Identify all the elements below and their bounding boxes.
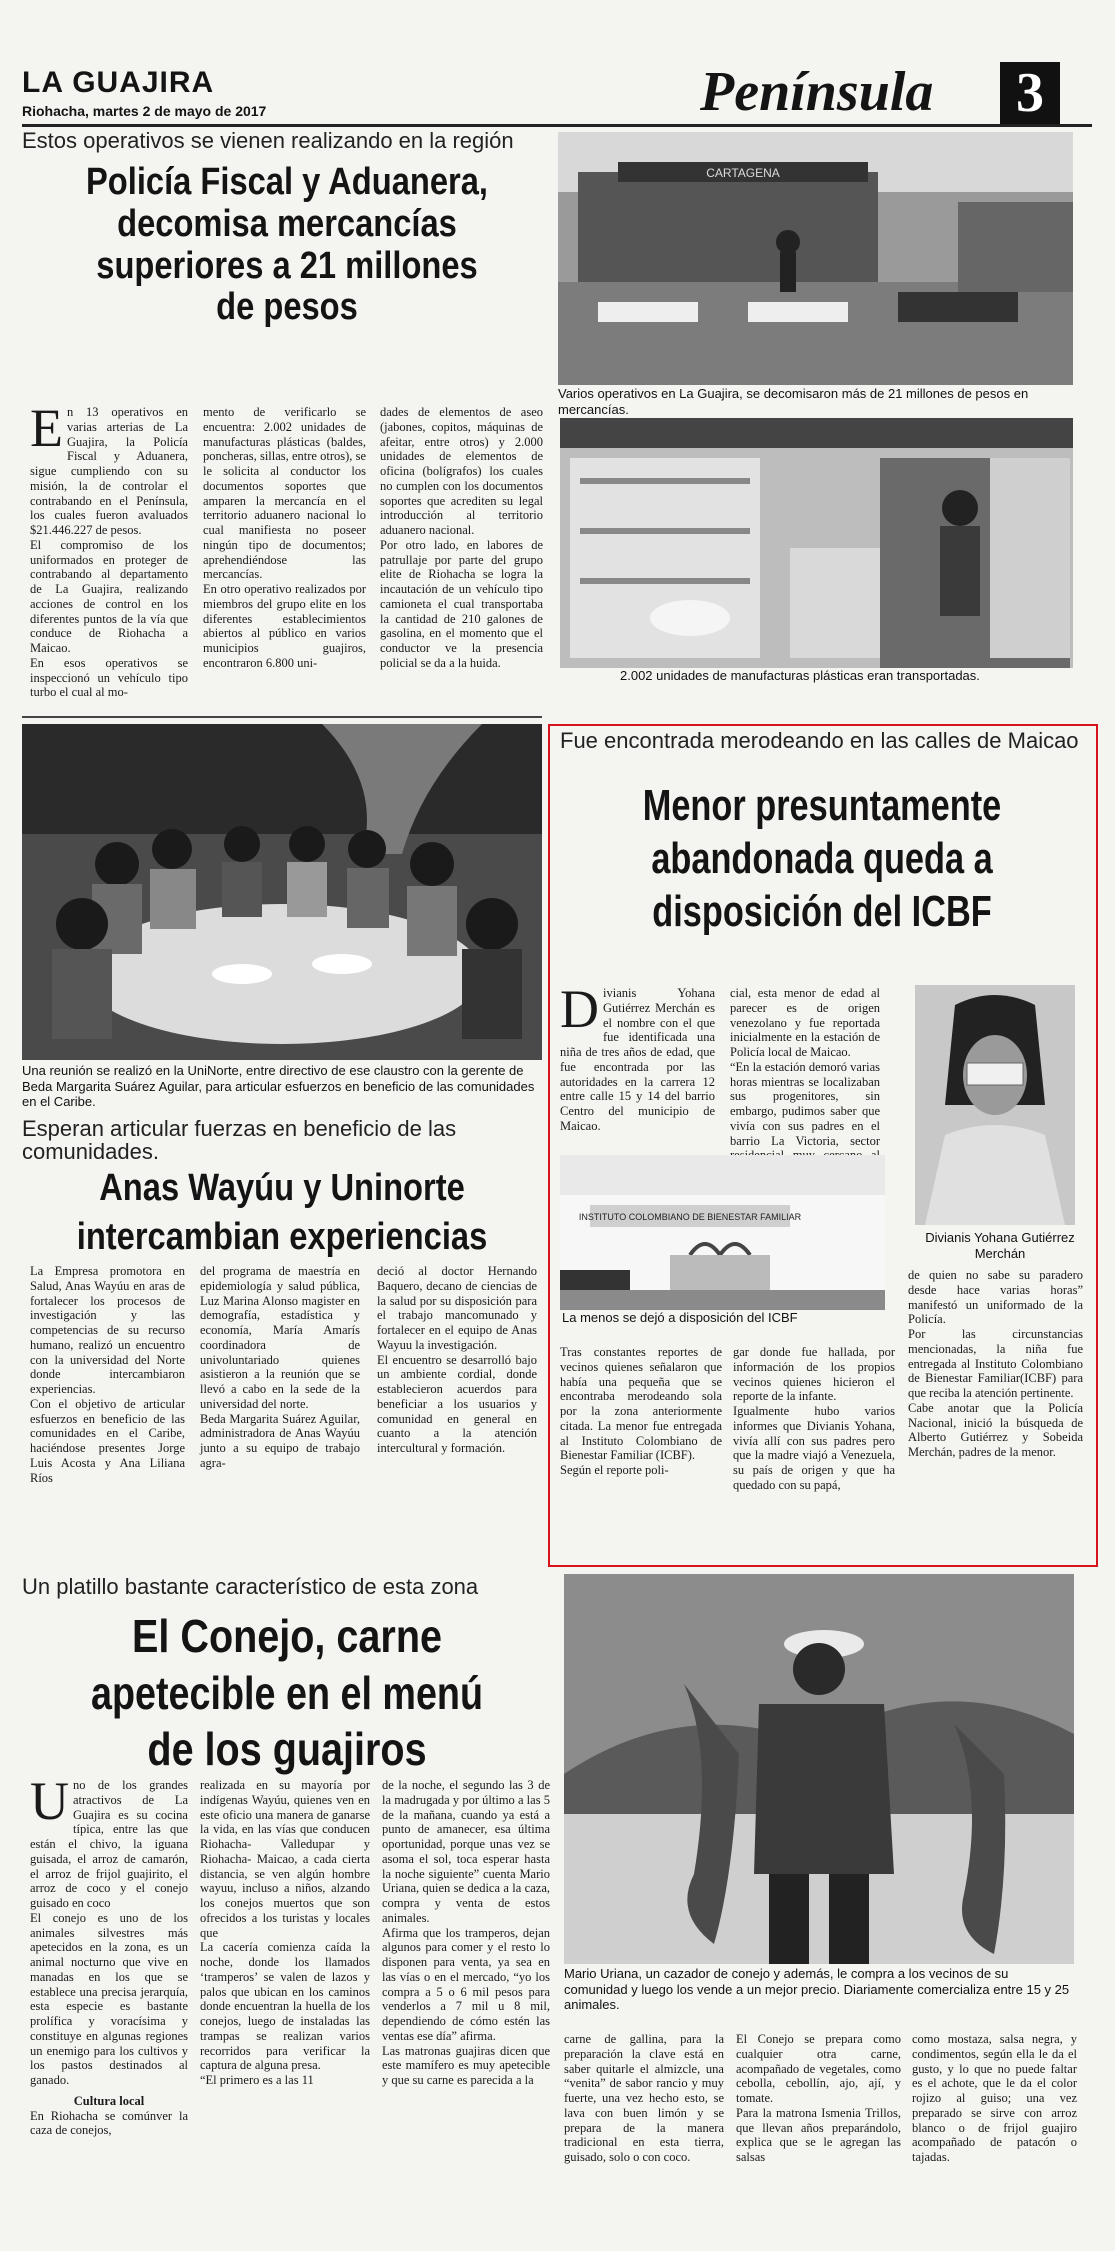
article4-title-line: de los guajiros (147, 1723, 427, 1776)
rabbit-hunter-photo (564, 1574, 1074, 1964)
article4-col1 (30, 1771, 188, 2238)
article2-title-line: intercambian experiencias (76, 1216, 488, 1259)
section-title: Península (700, 61, 934, 123)
checkpoint-sign: CARTAGENA (706, 166, 780, 180)
article1-col3: dades de elementos de aseo (jabones, copitos, máquinas de afeitar, entre otros) y 2.000 unidades de elementos de oficina (bolígrafos) los cuales no cumplen con los documentos soportes que acrediten su legal introducción al territorio aduanero nacional. Por otro lado, en labores de patrullaje por parte del grupo elite de Riohacha se logra la incautación de un vehículo tipo camioneta el cual transportaba la cantidad de 210 galones de gasolina, en el momento que el conductor ve la presencia policial se da a la huida. (380, 405, 543, 670)
article1-kicker: Estos operativos se vienen realizando en la región (22, 128, 514, 153)
icbf-building-caption: La menos se dejó a disposición del ICBF (562, 1310, 798, 1325)
article1-col1 (30, 398, 188, 715)
article4-subhead: Cultura local (73, 2093, 145, 2108)
article4-kicker: Un platillo bastante característico de esta zona (22, 1574, 479, 1599)
article2-col1: La Empresa promotora en Salud, Anas Wayúu en aras de fortalecer los procesos de investigación y las competencias de su recurso humano, realizó un encuentro con la universidad del Norte donde intercambiaron experiencias. Con el objetivo de articular esfuerzos en beneficio de las comunidades en el Caribe, haciéndose presentes Jorge Luis Acosta y Ana Liliana Ríos (30, 1264, 185, 1485)
girl-caption-line: Merchán (974, 1245, 1026, 1261)
rabbit-hunter-caption: Mario Uriana, un cazador de conejo y además, le compra a los vecinos de su comunidad y luego los vende a un mejor precio. Diariamente comercializa entre 15 y 25 animales. (564, 1966, 1070, 2013)
article2-kicker: Esperan articular fuerzas en beneficio de las comunidades. (22, 1116, 457, 1165)
meeting-photo-caption: Una reunión se realizó en la UniNorte, entre directivo de ese claustro con la gerente de Beda Margarita Suárez Aguilar, para articular esfuerzos en beneficio de las comunidades en el Caribe. (22, 1063, 535, 1110)
plastics-photo (560, 418, 1073, 668)
paper-masthead: LA GUAJIRA (22, 66, 215, 99)
article3-headline (552, 780, 1092, 938)
article4-headline (22, 1608, 552, 1778)
article1-dropcap: E (30, 398, 63, 458)
article3-col3: de quien no sabe su paradero desde hace varias horas” manifestó un uniformado de la Policía. Por las circunstancias mencionadas, la niña fue entregada al Instituto Colombiano de Bienestar Familiar(ICBF) para que reciba la atención pertinente. Cabe anotar que la Policía Nacional, inició la búsqueda de Alberto Gutiérrez y Sobeida Merchán, padres de la menor. (908, 1268, 1083, 1459)
plastics-photo-caption: 2.002 unidades de manufacturas plásticas eran transportadas. (620, 668, 980, 683)
girl-photo (915, 985, 1075, 1225)
divider (22, 716, 542, 718)
page-number: 3 (1000, 62, 1060, 124)
article4-col3: de la noche, el segundo las 3 de la madrugada y por último a las 5 de la mañana, cuando ya está a punto de amanecer, esa última oportunidad, porque unas vez se asoma el sol, toca esperar hasta la noche siguiente” cuenta Mario Uriana, quien se dedica a la caza, compra y venta de estos animales. Afirma que los tramperos, dejan algunos para comer y el resto lo disponen para venta, ya sea en las vías o en el mercado, “yo los compra a 5 o 6 mil pesos para venderlos a 7 mil u 8 mil, dependiendo de cómo estén las ventas ese día” afirma. Las matronas guajiras dicen que este mamífero es muy apetecible y que su carne es parecida a la (382, 1778, 550, 2087)
article4-col1b: En Riohacha se comúnver la caza de conejos, (30, 2108, 188, 2138)
article1-title-line: Policía Fiscal y Aduanera, (85, 161, 488, 203)
article4-col2: realizada en su mayoría por indígenas Wayúu, quienes ven en este oficio una manera de ganarse la vida, en las vías que conducen Riohacha- Valledupar y Riohacha- Maicao, a cada cierta distancia, se ven algún hombre wayuu, incluso a niños, alzando los conejos muertos que son ofrecidos a los turistas y locales que La cacería comienza caída la noche, donde los llamados ‘tramperos’ se valen de lazos y palos que ubican en los caminos donde encuentran la huella de los conejos, luego de instaladas las trampas se realizan varios recorridos para verificar la captura de alguna presa. “El primero es a las 11 (200, 1778, 370, 2087)
article3-kicker: Fue encontrada merodeando en las calles de Maicao (560, 728, 1079, 753)
article3-title-line: abandonada queda a (651, 833, 993, 883)
article1-title-line: de pesos (216, 286, 358, 329)
article1-title-line: decomisa mercancías (117, 202, 457, 245)
article1-headline (22, 162, 552, 329)
checkpoint-photo-caption: Varios operativos en La Guajira, se decomisaron más de 21 millones de pesos en mercancías. (558, 386, 1029, 417)
article1-col2: mento de verificarlo se encuentra: 2.002 unidades de manufacturas plásticas (baldes, poncheras, sillas, entre otros), se le solicita al conductor los documentos soportes que amparen la mercancía en el territorio aduanero nacional lo cual manifiesta no poseer ningún tipo de documentos; aprehendiéndose las mercancías. En otro operativo realizados por miembros del grupo elite en los diferentes establecimientos abiertos al público en varios municipios guajiros, encontraron 6.800 uni- (203, 405, 366, 670)
article3-col1b: Tras constantes reportes de vecinos quienes señalaron que había una pequeña que se encontraba merodeando sola por la zona anteriormente citada. La menor fue entregada al Instituto Colombiano de Bienestar Familiar (ICBF). Según el reporte poli- (560, 1345, 722, 1477)
article3-dropcap: D (560, 979, 599, 1039)
article2-headline (22, 1164, 542, 1263)
meeting-photo (22, 724, 542, 1060)
article3-title-line: Menor presuntamente (642, 781, 1002, 830)
article1-col1-text: n 13 operativos en varias arterias de La Guajira, la Policía Fiscal y Aduanera, sigue cumpliendo con su misión, la de controlar el contrabando en el Península, los cuales fueron avaluados $21.446.227 de pesos. El compromiso de los uniformados en proteger de contrabando al departamento de La Guajira, realizando acciones de control en los diferentes puntos de la vía que conduce de Riohacha a Maicao. En esos operativos se inspeccionó un vehículo tipo turbo el cual al mo- (30, 405, 188, 700)
article1-title-line: superiores a 21 millones (96, 244, 478, 287)
article2-col3: deció al doctor Hernando Baquero, decano de ciencias de la salud por su disposición para el trabajo mancomunado y fortalecer en el equipo de Anas Wayuu la investigación. El encuentro se desarrolló bajo un ambiente cordial, donde establecieron acuerdos para beneficiar a los usuarios y comunidad en general en cuanto a la atención intercultural y formación. (377, 1264, 537, 1455)
article3-col2: cial, esta menor de edad al parecer es de origen venezolano y fue reportada inicialmente en la estación de Policía local de Maicao. “En la estación demoró varias horas mientras se localizaban sus progenitores, sin embargo, pudimos saber que vivía con sus padres en el barrio La Victoria, sector (730, 986, 880, 1148)
article4-title-line: El Conejo, carne (132, 1610, 442, 1662)
girl-caption-line: Divianis Yohana Gutiérrez (925, 1230, 1075, 1245)
issue-date: Riohacha, martes 2 de mayo de 2017 (22, 103, 267, 119)
article4-col5: El Conejo se prepara como cualquier otra carne, acompañado de vegetales, como cebolla, cebollín, ajo, ají, y tomate. Para la matrona Ismenia Trillos, que llevan años preparándolo, explica que se le agregan las salsas (736, 2032, 901, 2164)
article3-title-line: disposición del ICBF (652, 886, 992, 936)
girl-caption (910, 1230, 1090, 1261)
icbf-building-photo (560, 1155, 885, 1310)
article2-title-line: Anas Wayúu y Uninorte (99, 1167, 465, 1209)
article4-col1-text: no de los grandes atractivos de La Guajira es su cocina típica, entre las que están el chivo, la iguana guisada, el arroz de camarón, el arroz de frijol guajirito, el arroz de coco y el conejo guisado en coco El conejo es uno de los animales silvestres más apetecidos en la zona, es un animal nocturno que vive en manadas en los que se establece una precisa jerarquía, esta especie es bastante prolífica y voracísima y constituye en algunas regiones un enemigo para los cultivos y los pastos destinados al ganado. (30, 1778, 188, 2087)
checkpoint-photo (558, 132, 1073, 385)
icbf-building-sign: INSTITUTO COLOMBIANO DE BIENESTAR FAMILIAR (578, 1212, 802, 1222)
article4-col6: como mostaza, salsa negra, y condimentos, según ella le da el gusto, y lo que no puede faltar es el achote, que le da el color rojizo al guiso; una vez preparado se sirve con arroz blanco o de frijol guajiro acompañado de patacón o tajadas. (912, 2032, 1077, 2164)
article2-col2: del programa de maestría en epidemiología y salud pública, Luz Marina Alonso magister en demografía, estadística y economía, María Amarís coordinadora de univoluntariado quienes asistieron a la reunión que se llevó a cabo en la sede de la universidad del norte. Beda Margarita Suárez Aguilar, administradora de Anas Wayúu junto a su equipo de trabajo agra- (200, 1264, 360, 1470)
article4-col4: carne de gallina, para la preparación la clave está en saber quitarle el almizcle, una “venita” de sabor rancio y muy fuerte, una vez hecho esto, se lava con buen limón y se prepara de la manera tradicional en esta tierra, guisado, solo o con coco. (564, 2032, 724, 2164)
article3-col1-text: ivianis Yohana Gutiérrez Merchán es el nombre con el que fue identificada una niña de tres años de edad, que fue encontrada por las autoridades en la carrera 12 entre calle 15 y 14 del barrio Centro del municipio de Maicao. (560, 986, 715, 1133)
article3-col2b: gar donde fue hallada, por información de los propios vecinos quienes hicieron el reporte de la infante. Igualmente hubo varios informes que Divianis Yohana, vivía allí con sus padres pero que la madre viajó a Venezuela, su país de origen y que ha quedado con su papá, (733, 1345, 895, 1492)
header-rule (22, 124, 1092, 127)
article4-dropcap: U (30, 1771, 69, 1831)
article4-title-line: apetecible en el menú (90, 1666, 484, 1719)
